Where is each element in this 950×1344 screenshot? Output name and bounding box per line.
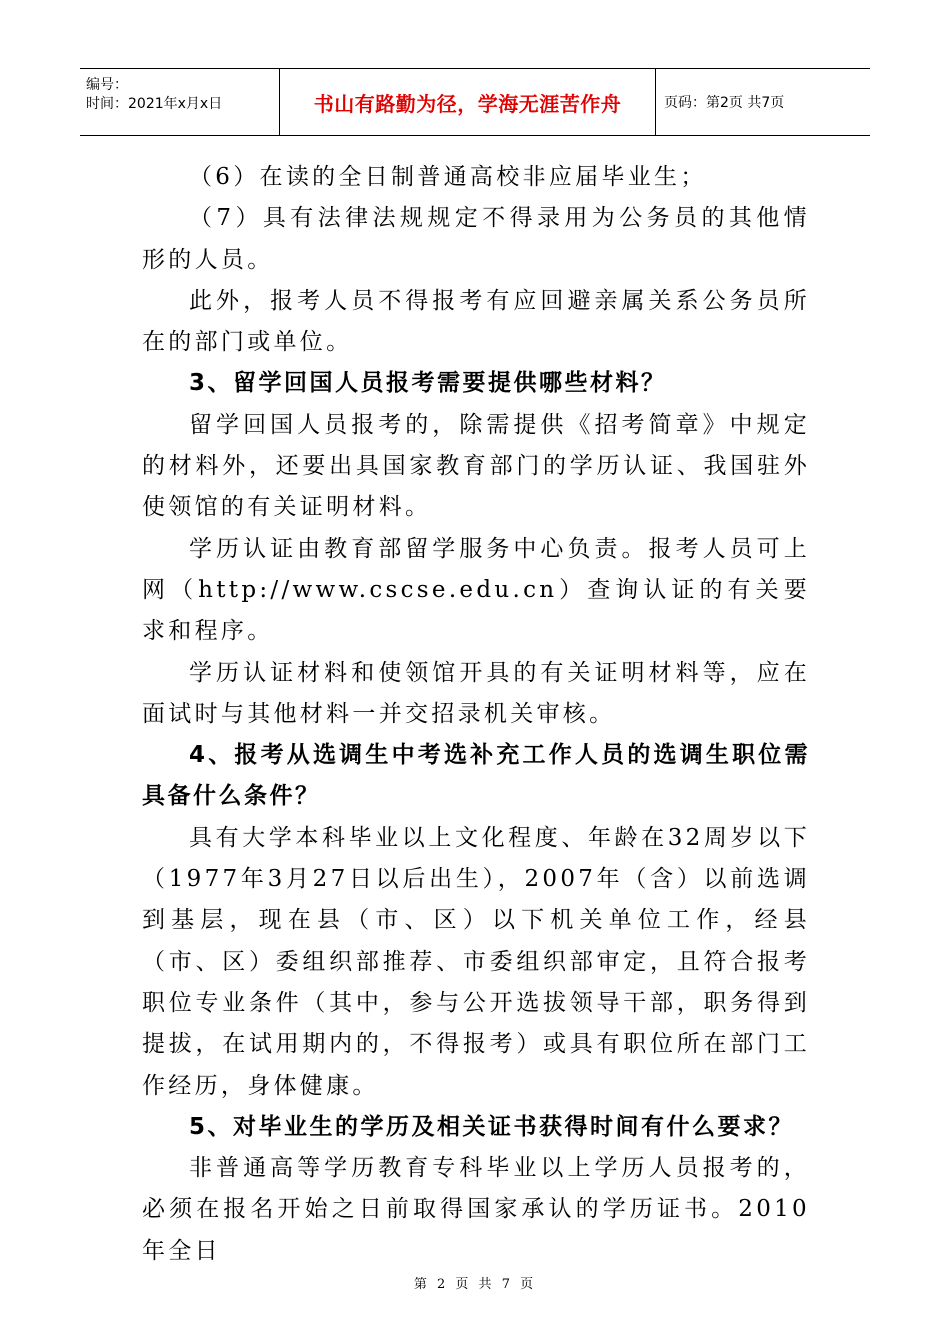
paragraph-4: 留学回国人员报考的，除需提供《招考简章》中规定的材料外，还要出具国家教育部门的学历认证、我国驻外使领馆的有关证明材料。	[142, 411, 810, 521]
document-number-label: 编号：	[86, 77, 128, 93]
header-motto: 书山有路勤为径，学海无涯苦作舟	[280, 69, 656, 135]
paragraph-5: 学历认证由教育部留学服务中心负责。报考人员可上网（http://www.cscse.edu.cn）查询认证的有关要求和程序。	[142, 535, 810, 645]
document-body	[142, 157, 810, 1272]
section-heading-4: 4、报考从选调生中考选补充工作人员的选调生职位需具备什么条件？	[142, 742, 810, 810]
paragraph-8: 非普通高等学历教育专科毕业以上学历人员报考的，必须在报名开始之日前取得国家承认的学历证书。2010年全日	[142, 1155, 810, 1264]
paragraph-7: 具有大学本科毕业以上文化程度、年龄在32周岁以下（1977年3月27日以后出生），2007年（含）以前选调到基层，现在县（市、区）以下机关单位工作，经县（市、区）委组织部推荐、市委组织部审定，且符合报考职位专业条件（其中，参与公开选拔领导干部，职务得到提拔，在试用期内的，不得报考）或具有职位所在部门工作经历，身体健康。	[142, 824, 810, 1099]
paragraph-6: 学历认证材料和使领馆开具的有关证明材料等，应在面试时与其他材料一并交招录机关审核。	[142, 659, 810, 727]
paragraph-3: 此外，报考人员不得报考有应回避亲属关系公务员所在的部门或单位。	[142, 287, 810, 356]
header-info	[80, 69, 280, 135]
document-time-label: 时间：2021年x月x日	[86, 96, 223, 112]
section-heading-3: 3、留学回国人员报考需要提供哪些材料？	[189, 370, 667, 397]
paragraph-1: （6）在读的全日制普通高校非应届毕业生；	[189, 164, 707, 190]
section-heading-5: 5、对毕业生的学历及相关证书获得时间有什么要求？	[189, 1113, 795, 1140]
header-page-number: 页码：第2页 共7页	[664, 95, 785, 111]
page-header	[80, 68, 870, 136]
page-footer: 第 2 页 共 7 页	[413, 1277, 537, 1292]
paragraph-2: （7）具有法律法规规定不得录用为公务员的其他情形的人员。	[142, 205, 810, 273]
